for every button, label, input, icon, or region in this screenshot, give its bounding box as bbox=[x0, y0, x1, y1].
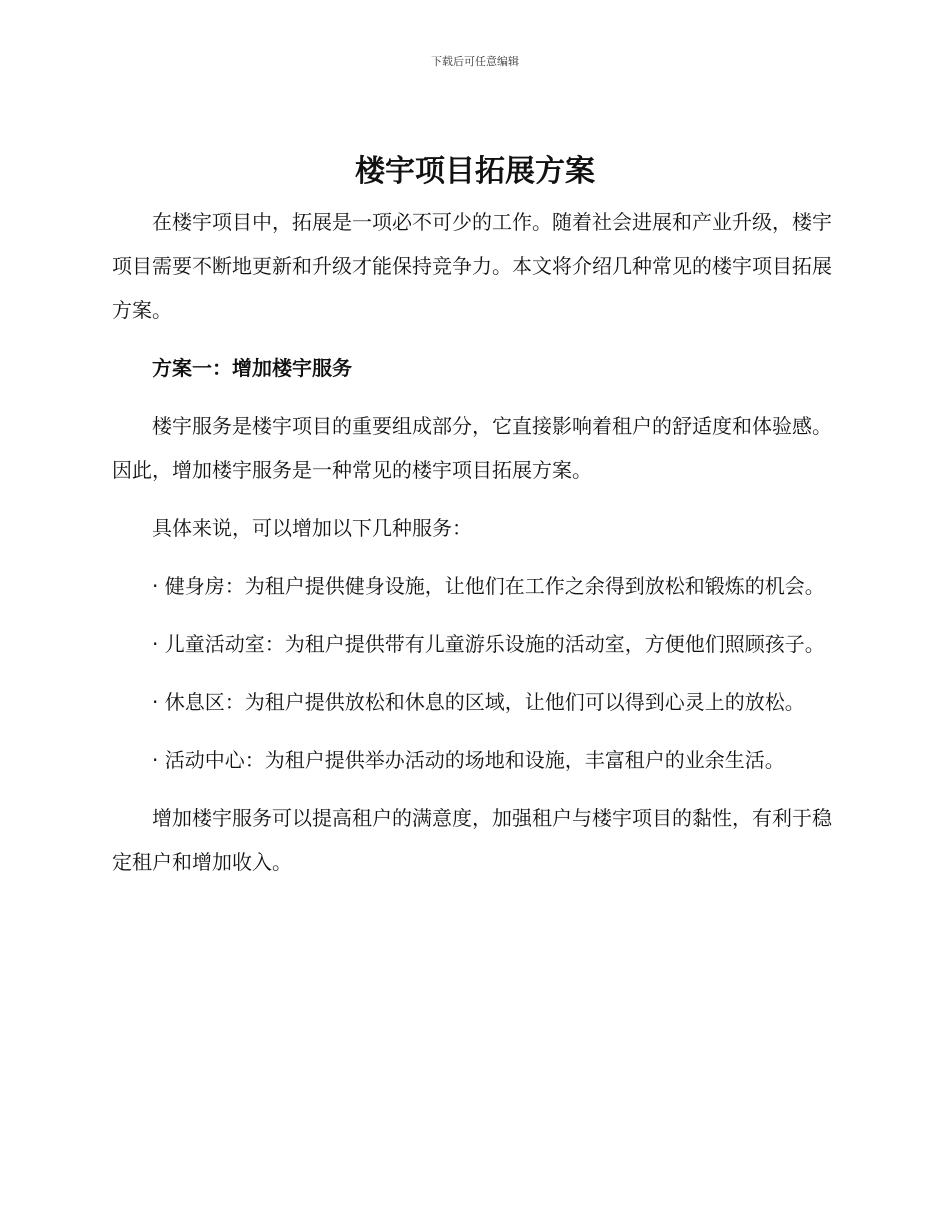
conclusion-paragraph: 增加楼宇服务可以提高租户的满意度，加强租户与楼宇项目的黏性，有利于稳定租户和增加收入。 bbox=[112, 806, 832, 874]
body-paragraph: 具体来说，可以增加以下几种服务： bbox=[152, 516, 472, 540]
list-item: · 健身房：为租户提供健身设施，让他们在工作之余得到放松和锻炼的机会。 bbox=[152, 574, 825, 598]
list-item: · 活动中心：为租户提供举办活动的场地和设施，丰富租户的业余生活。 bbox=[152, 748, 785, 772]
section-heading: 方案一：增加楼宇服务 bbox=[152, 356, 352, 380]
intro-paragraph: 在楼宇项目中，拓展是一项必不可少的工作。随着社会进展和产业升级，楼宇项目需要不断地更新和升级才能保持竞争力。本文将介绍几种常见的楼宇项目拓展方案。 bbox=[112, 210, 832, 322]
list-item: · 儿童活动室：为租户提供带有儿童游乐设施的活动室，方便他们照顾孩子。 bbox=[152, 632, 825, 656]
page-header-note: 下载后可任意编辑 bbox=[431, 55, 519, 68]
document-title: 楼宇项目拓展方案 bbox=[355, 154, 595, 189]
list-item: · 休息区：为租户提供放松和休息的区域，让他们可以得到心灵上的放松。 bbox=[152, 690, 805, 714]
document-body bbox=[112, 200, 832, 898]
body-paragraph: 楼宇服务是楼宇项目的重要组成部分，它直接影响着租户的舒适度和体验感。因此，增加楼宇服务是一种常见的楼宇项目拓展方案。 bbox=[112, 414, 832, 482]
